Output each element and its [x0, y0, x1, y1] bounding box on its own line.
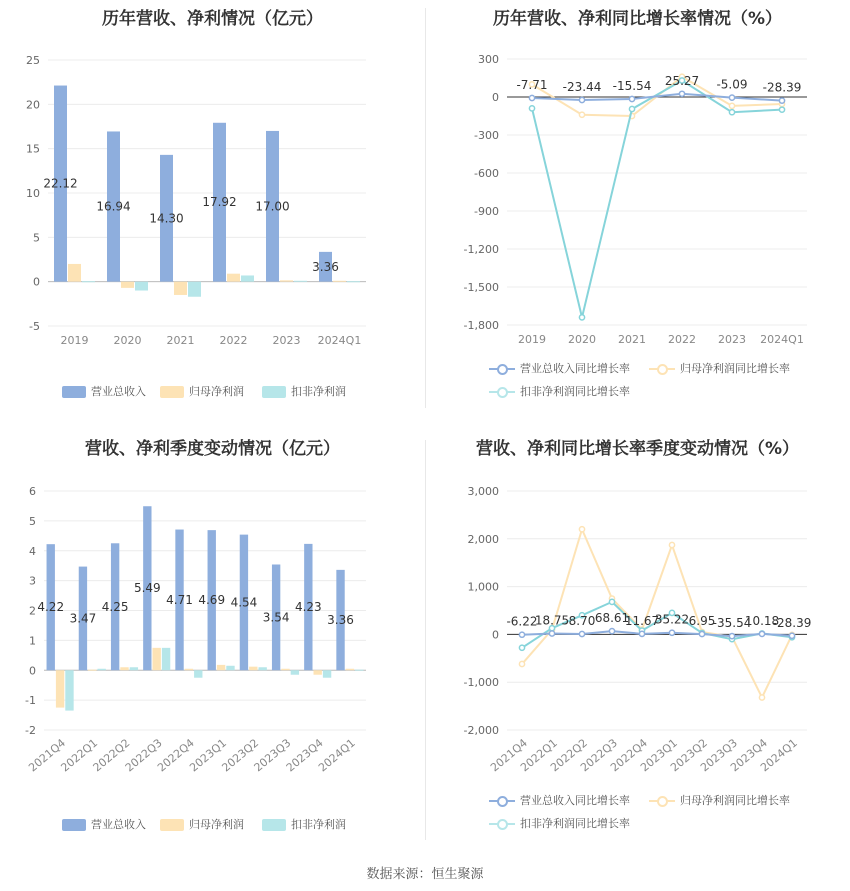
y-tick-label: 15 — [26, 142, 40, 156]
data-point — [729, 110, 734, 115]
data-label: 8.70 — [568, 613, 596, 628]
x-tick-label: 2022Q3 — [122, 736, 165, 775]
data-label: 11.67 — [624, 613, 660, 628]
bar — [241, 275, 254, 281]
legend-line-icon — [489, 386, 515, 398]
legend-label: 营业总收入 — [91, 385, 146, 398]
data-label: -15.54 — [612, 78, 652, 93]
data-point — [529, 106, 534, 111]
legend-line-icon — [649, 363, 675, 375]
legend-line-icon — [489, 363, 515, 375]
bar — [120, 667, 128, 670]
chart-title: 历年营收、净利同比增长率情况（%） — [492, 9, 783, 29]
data-point — [629, 96, 634, 101]
bar — [130, 667, 138, 670]
x-tick-label: 2023Q1 — [187, 736, 230, 775]
chart-title: 历年营收、净利情况（亿元） — [102, 9, 323, 29]
bar — [185, 669, 193, 670]
data-label: 6.95 — [688, 614, 716, 629]
x-tick-label: 2023Q4 — [728, 736, 770, 775]
data-point — [579, 315, 584, 320]
y-tick-label: -1,500 — [463, 281, 499, 294]
bar — [249, 667, 257, 671]
data-label: 4.22 — [37, 600, 65, 615]
bar — [121, 282, 134, 288]
bar — [291, 670, 299, 674]
legend-swatch — [160, 386, 184, 398]
bar — [65, 670, 73, 710]
data-label: -28.39 — [762, 80, 802, 95]
data-point — [699, 631, 704, 636]
y-tick-label: 0 — [33, 275, 40, 289]
data-point — [579, 527, 584, 532]
y-tick-label: 6 — [29, 485, 36, 498]
chart-legend — [425, 360, 850, 400]
x-tick-label: 2019 — [60, 334, 89, 347]
legend-swatch — [62, 819, 86, 831]
legend-label: 归母净利润同比增长率 — [680, 794, 790, 807]
legend-item-parent-growth[interactable] — [649, 792, 790, 808]
legend-label: 营业总收入同比增长率 — [520, 794, 630, 807]
legend-item-deducted-profit[interactable] — [262, 816, 346, 832]
data-label: 22.12 — [43, 176, 78, 191]
legend-label: 归母净利润 — [189, 818, 244, 831]
bar — [188, 282, 201, 297]
x-tick-label: 2022Q1 — [58, 736, 101, 775]
data-point — [519, 661, 524, 666]
y-tick-label: 3 — [29, 574, 36, 588]
y-tick-label: -5 — [29, 320, 40, 333]
data-label: 3.36 — [327, 613, 354, 628]
x-tick-label: 2022 — [668, 333, 696, 346]
legend-line-icon — [489, 818, 515, 830]
x-tick-label: 2023Q3 — [698, 736, 740, 775]
bar — [174, 282, 187, 295]
data-label: 18.75 — [534, 613, 570, 628]
bar — [68, 264, 81, 282]
legend-item-deducted-profit[interactable] — [262, 383, 346, 399]
data-point — [579, 112, 584, 117]
bar — [323, 670, 331, 677]
data-point — [579, 97, 584, 102]
y-tick-label: -1,800 — [463, 319, 499, 332]
x-tick-label: 2023Q3 — [251, 736, 294, 775]
bar — [194, 670, 202, 677]
data-point — [549, 631, 554, 636]
legend-item-parent-growth[interactable] — [649, 360, 790, 376]
data-point — [669, 630, 674, 635]
data-point — [729, 95, 734, 100]
data-point — [519, 632, 524, 637]
bar — [347, 281, 360, 282]
data-point — [529, 95, 534, 100]
x-tick-label: 2024Q1 — [758, 736, 800, 775]
legend-item-parent-profit[interactable] — [160, 816, 244, 832]
chart-title: 营收、净利季度变动情况（亿元） — [85, 439, 340, 459]
chart-panel-quarterly-growth — [425, 430, 850, 860]
x-tick-label: 2021 — [618, 333, 646, 346]
data-label: -28.39 — [772, 615, 812, 630]
legend-item-deducted-growth[interactable] — [489, 383, 630, 399]
x-tick-label: 2021Q4 — [488, 736, 530, 775]
bar — [227, 274, 240, 282]
data-label: 35.22 — [654, 612, 690, 627]
x-tick-label: 2022Q2 — [548, 736, 590, 775]
bar — [97, 669, 105, 670]
x-tick-label: 2021Q4 — [26, 736, 69, 775]
legend-item-parent-profit[interactable] — [160, 383, 244, 399]
x-tick-label: 2023Q2 — [219, 736, 262, 775]
bar — [226, 666, 234, 670]
data-label: 25.27 — [664, 73, 700, 88]
bar — [258, 667, 266, 670]
x-tick-label: 2023Q1 — [638, 736, 680, 775]
y-tick-label: -1 — [25, 694, 36, 708]
bar — [162, 648, 170, 670]
data-point — [729, 633, 734, 638]
y-tick-label: 300 — [478, 53, 499, 66]
legend-item-deducted-growth[interactable] — [489, 815, 630, 831]
data-point — [669, 542, 674, 547]
bar — [333, 281, 346, 282]
data-label: 4.23 — [294, 600, 322, 615]
data-point — [779, 107, 784, 112]
data-label: 3.47 — [69, 611, 97, 626]
data-point — [609, 599, 614, 604]
y-tick-label: 1,000 — [467, 580, 499, 594]
y-tick-label: -1,000 — [463, 676, 499, 690]
chart-svg — [0, 430, 425, 860]
data-label: -7.71 — [516, 77, 548, 92]
data-label: 4.71 — [166, 592, 193, 607]
y-tick-label: -2,000 — [463, 724, 499, 737]
y-tick-label: 0 — [492, 91, 499, 104]
bar — [153, 648, 161, 670]
x-tick-label: 2023 — [718, 333, 746, 346]
y-tick-label: 5 — [29, 514, 36, 528]
bar — [294, 281, 307, 282]
data-point — [789, 633, 794, 638]
legend-label: 营业总收入 — [91, 818, 146, 831]
y-tick-label: 10 — [26, 187, 40, 200]
y-tick-label: 5 — [33, 231, 40, 245]
data-label: 4.25 — [101, 599, 129, 614]
y-tick-label: 20 — [26, 98, 40, 112]
chart-panel-annual-amount — [0, 0, 425, 430]
legend-item-revenue-growth[interactable] — [489, 360, 630, 376]
legend-label: 扣非净利润同比增长率 — [520, 385, 630, 398]
legend-item-revenue-growth[interactable] — [489, 792, 630, 808]
bar — [314, 670, 322, 674]
data-point — [729, 103, 734, 108]
y-tick-label: 4 — [29, 544, 36, 558]
bar — [82, 281, 95, 282]
data-point — [759, 695, 764, 700]
data-point — [519, 645, 524, 650]
bar — [56, 670, 64, 707]
legend-label: 归母净利润同比增长率 — [680, 362, 790, 375]
data-label: 4.54 — [230, 595, 258, 610]
vertical-divider — [425, 8, 426, 408]
y-tick-label: -600 — [474, 167, 499, 180]
y-tick-label: -900 — [474, 205, 499, 218]
chart-legend — [425, 792, 850, 832]
bar — [88, 670, 96, 671]
data-point — [629, 106, 634, 111]
legend-label: 扣非净利润 — [291, 385, 346, 398]
bar — [281, 669, 289, 670]
data-label: 4.69 — [198, 593, 226, 608]
x-tick-label: 2019 — [518, 333, 546, 346]
x-tick-label: 2023 — [272, 334, 301, 347]
legend-swatch — [62, 386, 86, 398]
data-label: 17.92 — [202, 195, 237, 210]
legend-line-icon — [489, 795, 515, 807]
data-label: 16.94 — [96, 199, 131, 214]
data-point — [579, 631, 584, 636]
x-tick-label: 2022 — [219, 334, 248, 347]
data-label: 17.00 — [255, 199, 290, 214]
y-tick-label: 0 — [492, 628, 499, 642]
y-tick-label: 2,000 — [467, 532, 499, 546]
bar — [217, 665, 225, 670]
y-tick-label: 2 — [29, 604, 36, 618]
chart-legend — [0, 383, 425, 399]
legend-label: 营业总收入同比增长率 — [520, 362, 630, 375]
data-label: 68.61 — [594, 611, 630, 626]
data-point — [609, 629, 614, 634]
legend-label: 扣非净利润 — [291, 818, 346, 831]
data-label: 14.30 — [149, 211, 184, 226]
x-tick-label: 2023Q2 — [668, 736, 710, 775]
x-tick-label: 2020 — [568, 333, 596, 346]
data-point — [679, 91, 684, 96]
data-label: -6.22 — [506, 614, 538, 629]
data-label: -23.44 — [562, 79, 602, 94]
bar — [346, 669, 354, 670]
x-tick-label: 2022Q4 — [155, 736, 197, 775]
x-tick-label: 2023Q4 — [283, 736, 326, 775]
x-tick-label: 2024Q1 — [316, 736, 358, 775]
data-source-note: 数据来源：恒生聚源 — [366, 867, 484, 882]
chart-title: 营收、净利同比增长率季度变动情况（%） — [475, 439, 800, 459]
legend-label: 扣非净利润同比增长率 — [520, 817, 630, 830]
legend-swatch — [262, 386, 286, 398]
x-tick-label: 2022Q4 — [608, 736, 650, 775]
x-tick-label: 2024Q1 — [760, 333, 804, 346]
x-tick-label: 2022Q1 — [518, 736, 560, 775]
x-tick-label: 2024Q1 — [317, 334, 362, 347]
x-tick-label: 2021 — [166, 334, 195, 347]
series-line — [522, 631, 792, 636]
x-tick-label: 2022Q2 — [90, 736, 133, 775]
legend-item-revenue[interactable] — [62, 816, 146, 832]
chart-panel-quarterly-amount — [0, 430, 425, 860]
data-label: -35.54 — [712, 616, 752, 631]
data-label: 10.18 — [744, 613, 780, 628]
y-tick-label: -300 — [474, 129, 499, 142]
bar — [280, 280, 293, 281]
legend-swatch — [160, 819, 184, 831]
legend-label: 归母净利润 — [189, 385, 244, 398]
data-point — [639, 631, 644, 636]
data-label: 3.54 — [262, 610, 290, 625]
bar — [135, 282, 148, 291]
y-tick-label: -2 — [25, 724, 36, 737]
data-label: 3.36 — [312, 259, 339, 274]
y-tick-label: 0 — [29, 664, 36, 678]
legend-swatch — [262, 819, 286, 831]
legend-line-icon — [649, 795, 675, 807]
chart-panel-annual-growth — [425, 0, 850, 430]
y-tick-label: 3,000 — [467, 485, 499, 498]
legend-item-revenue[interactable] — [62, 383, 146, 399]
bar — [355, 670, 363, 671]
data-point — [779, 98, 784, 103]
x-tick-label: 2022Q3 — [578, 736, 620, 775]
vertical-divider — [425, 440, 426, 840]
y-tick-label: -1,200 — [463, 243, 499, 256]
data-label: 5.49 — [133, 581, 161, 596]
chart-svg — [0, 0, 425, 430]
y-tick-label: 25 — [26, 54, 40, 67]
x-tick-label: 2020 — [113, 334, 142, 347]
chart-legend — [0, 816, 425, 832]
data-label: -5.09 — [716, 77, 748, 92]
y-tick-label: 1 — [29, 634, 36, 648]
data-point — [759, 631, 764, 636]
